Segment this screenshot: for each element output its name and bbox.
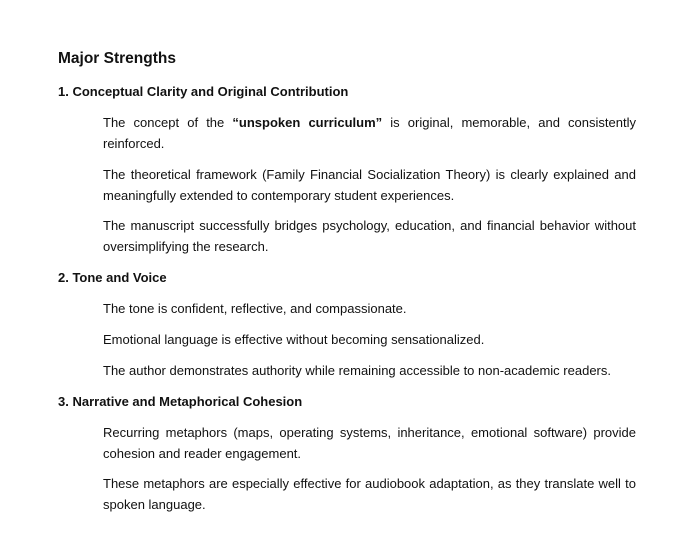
page-title: Major Strengths — [58, 50, 176, 67]
paragraph-recurring-metaphors: Recurring metaphors (maps, operating systems, inheritance, emotional software) provide cohesion and reader engagement. — [103, 425, 636, 461]
paragraph-tone: The tone is confident, reflective, and compassionate. — [103, 301, 407, 316]
section-heading-conceptual-clarity: 1. Conceptual Clarity and Original Contribution — [58, 84, 349, 99]
paragraph-text-before: The concept of the — [103, 115, 233, 130]
section-heading-narrative-cohesion: 3. Narrative and Metaphorical Cohesion — [58, 394, 303, 409]
paragraph-audiobook-adaptation: These metaphors are especially effective for audiobook adaptation, as they translate well to spoken language. — [103, 476, 636, 512]
paragraph-text-after: is original, memorable, and consistently reinforced. — [103, 115, 636, 151]
paragraph-author-authority: The author demonstrates authority while remaining accessible to non-academic readers. — [103, 363, 611, 378]
paragraph-bridges-disciplines: The manuscript successfully bridges psychology, education, and financial behavior without oversimplifying the research. — [103, 218, 636, 254]
emphasized-term: “unspoken curriculum” — [232, 115, 383, 130]
section-heading-tone-voice: 2. Tone and Voice — [58, 270, 167, 285]
paragraph-unspoken-curriculum — [103, 112, 636, 154]
paragraph-emotional-language: Emotional language is effective without becoming sensationalized. — [103, 332, 485, 347]
paragraph-theoretical-framework: The theoretical framework (Family Financial Socialization Theory) is clearly explained and meaningfully extended to contemporary student experiences. — [103, 167, 636, 203]
